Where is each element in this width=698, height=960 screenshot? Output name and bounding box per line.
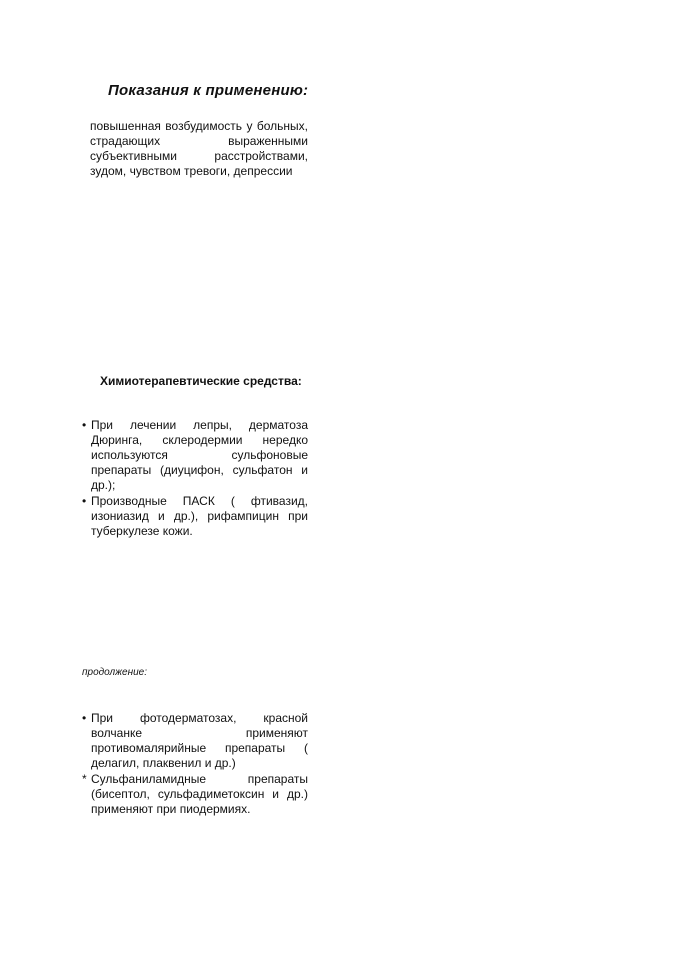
list-item-text: При фотодерматозах, красной волчанке применяют противомалярийные препараты ( делагил, плаквенил и др.) bbox=[91, 711, 308, 770]
list-item bbox=[82, 494, 308, 539]
asterisk-marker: * bbox=[82, 772, 87, 786]
indications-text: повышенная возбудимость у больных, страдающих выраженными субъективными расстройствами, зудом, чувством тревоги, депрессии bbox=[90, 119, 308, 178]
list-item-text: При лечении лепры, дерматоза Дюринга, склеродермии нередко используются сульфоновые препараты (диуцифон, сульфатон и др.); bbox=[91, 418, 308, 492]
list-item bbox=[82, 711, 308, 771]
chemotherapy-list bbox=[82, 418, 308, 540]
list-item-text: Производные ПАСК ( фтивазид, изониазид и др.), рифампицин при туберкулезе кожи. bbox=[91, 494, 308, 538]
chemotherapy-heading: Химиотерапевтические средства: bbox=[100, 374, 302, 388]
indications-heading: Показания к применению: bbox=[108, 82, 309, 99]
bullet-marker: • bbox=[82, 418, 87, 432]
continuation-label: продолжение: bbox=[82, 667, 147, 678]
list-item bbox=[82, 772, 308, 817]
bullet-marker: • bbox=[82, 494, 87, 508]
list-item-text: Сульфаниламидные препараты (бисептол, сульфадиметоксин и др.) применяют при пиодермиях. bbox=[91, 772, 308, 816]
continuation-list bbox=[82, 711, 308, 818]
list-item bbox=[82, 418, 308, 493]
bullet-marker: • bbox=[82, 711, 87, 725]
